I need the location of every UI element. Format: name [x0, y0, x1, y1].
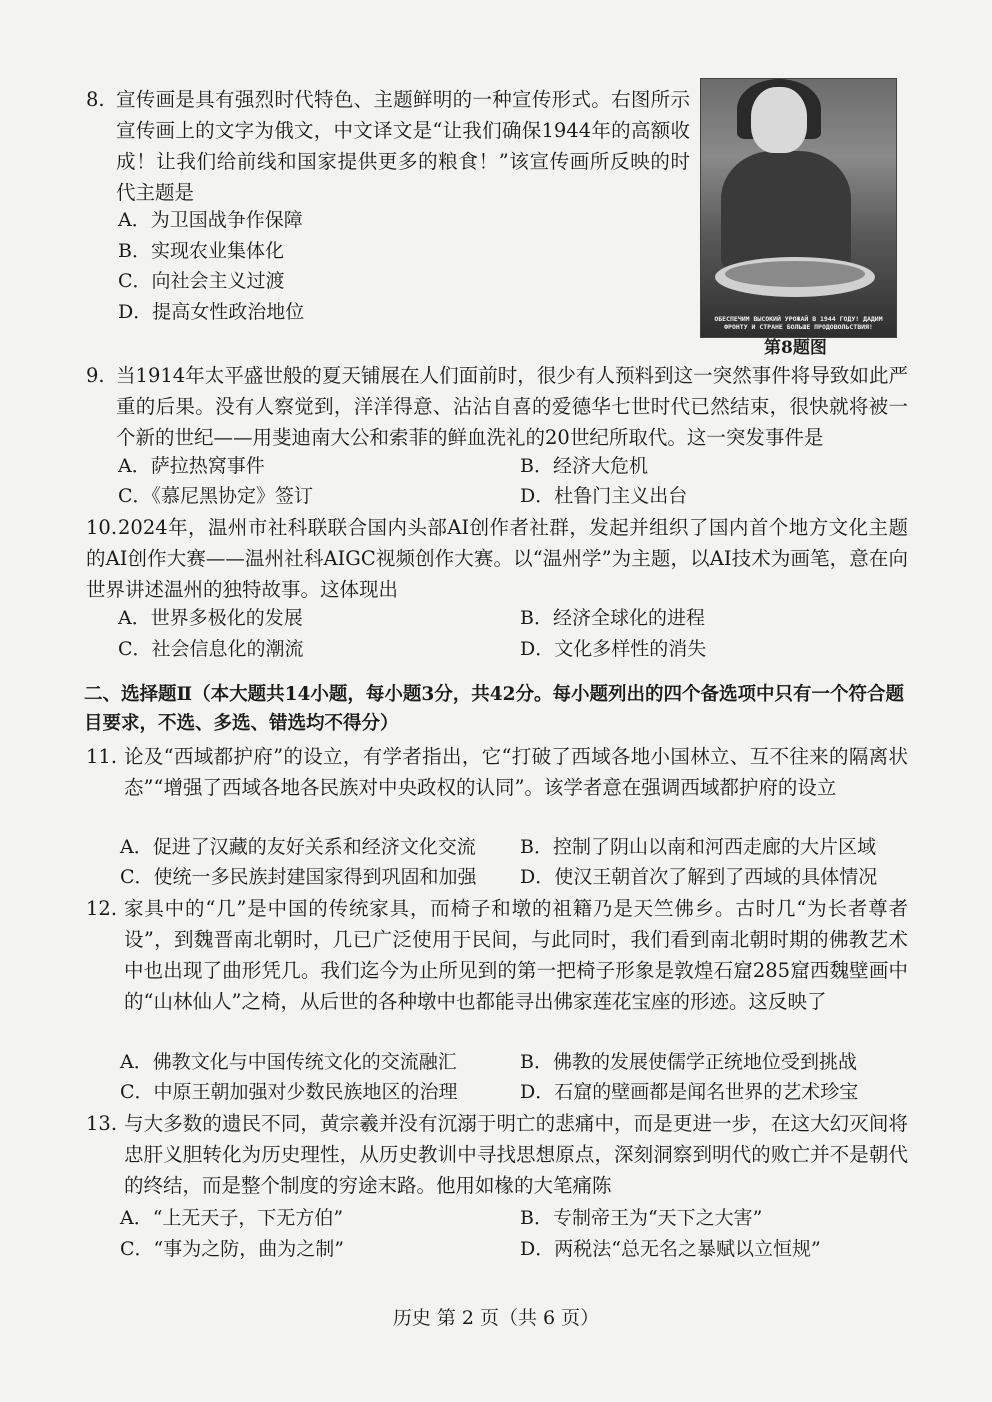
poster-caption: ОБЕСПЕЧИМ ВЫСОКИЙ УРОЖАЙ В 1944 ГОДУ! ДАДИМ ФРОНТУ И СТРАНЕ БОЛЬШЕ ПРОДОВОЛЬСТВИЯ! [714, 315, 883, 331]
option-d[interactable]: D．两税法“总无名之暴赋以立恒规” [520, 1238, 821, 1260]
option-d[interactable]: D．石窟的壁画都是闻名世界的艺术珍宝 [520, 1081, 859, 1103]
question-number: 12. [86, 897, 118, 920]
option-b[interactable]: B．专制帝王为“天下之大害” [520, 1207, 763, 1229]
question-stem: 论及“西域都护府”的设立，有学者指出，它“打破了西域各地小国林立、互不往来的隔离状态”“增强了西域各地各民族对中央政权的认同”。该学者意在强调西域都护府的设立 [124, 745, 908, 799]
question-13 [86, 1108, 908, 1201]
option-b[interactable]: B．实现农业集体化 [118, 240, 284, 262]
question-12 [86, 893, 908, 1017]
option-a[interactable]: A．世界多极化的发展 [118, 607, 303, 629]
section-header: 二、选择题Ⅱ（本大题共14小题，每小题3分，共42分。每小题列出的四个备选项中只有一个符合题目要求，不选、多选、错选均不得分） [84, 684, 904, 734]
option-c[interactable]: C．《慕尼黑协定》签订 [118, 485, 314, 507]
propaganda-poster [700, 78, 897, 338]
option-a[interactable]: A．为卫国战争作保障 [118, 209, 303, 231]
question-number: 8. [86, 88, 105, 111]
question-stem: 2024年，温州市社科联联合国内头部AI创作者社群，发起并组织了国内首个地方文化主题的AI创作大赛——温州社科AIGC视频创作大赛。以“温州学”为主题，以AI技术为画笔，意在向世界讲述温州的独特故事。这体现出 [86, 516, 908, 601]
page-footer: 历史 第 2 页（共 6 页） [392, 1307, 600, 1329]
question-11 [86, 741, 908, 803]
question-stem: 宣传画是具有强烈时代特色、主题鲜明的一种宣传形式。右图所示宣传画上的文字为俄文，中文译文是“让我们确保1944年的高额收成！让我们给前线和国家提供更多的粮食！”该宣传画所反映的时代主题是 [116, 88, 690, 204]
option-c[interactable]: C．使统一多民族封建国家得到巩固和加强 [120, 866, 477, 888]
question-8 [86, 84, 690, 208]
option-c[interactable]: C．“事为之防，曲为之制” [120, 1238, 344, 1260]
option-b[interactable]: B．经济大危机 [520, 455, 648, 477]
option-a[interactable]: A．萨拉热窝事件 [118, 455, 265, 477]
question-stem: 家具中的“几”是中国的传统家具，而椅子和墩的祖籍乃是天竺佛乡。古时几“为长者尊者设”，到魏晋南北朝时，几已广泛使用于民间，与此同时，我们看到南北朝时期的佛教艺术中也出现了曲形凭几。我们迄今为止所见到的第一把椅子形象是敦煌石窟285窟西魏壁画中的“山林仙人”之椅，从后世的各种墩中也都能寻出佛家莲花宝座的形迹。这反映了 [124, 897, 908, 1013]
option-c[interactable]: C．中原王朝加强对少数民族地区的治理 [120, 1081, 458, 1103]
option-b[interactable]: B．控制了阴山以南和河西走廊的大片区域 [520, 836, 876, 858]
question-stem: 与大多数的遗民不同，黄宗羲并没有沉溺于明亡的悲痛中，而是更进一步，在这大幻灭间将忠肝义胆转化为历史理性，从历史教训中寻找思想原点，深刻洞察到明代的败亡并不是朝代的终结，而是整个制度的穷途末路。他用如椽的大笔痛陈 [124, 1112, 908, 1197]
question-stem: 当1914年太平盛世般的夏天铺展在人们面前时，很少有人预料到这一突然事件将导致如此严重的后果。没有人察觉到，洋洋得意、沾沾自喜的爱德华七世时代已然结束，很快就将被一个新的世纪——用斐迪南大公和索菲的鲜血洗礼的20世纪所取代。这一突发事件是 [116, 364, 908, 449]
question-10 [86, 512, 908, 605]
figure-caption: 第8题图 [764, 338, 827, 358]
poster-face [751, 87, 807, 153]
question-number: 10. [86, 516, 118, 539]
question-number: 11. [86, 745, 118, 768]
option-a[interactable]: A．促进了汉藏的友好关系和经济文化交流 [120, 836, 476, 858]
option-c[interactable]: C．向社会主义过渡 [118, 270, 285, 292]
question-number: 13. [86, 1112, 118, 1135]
question-9 [86, 360, 908, 453]
poster-figure-body [721, 151, 851, 271]
option-a[interactable]: A．佛教文化与中国传统文化的交流融汇 [120, 1051, 457, 1073]
option-b[interactable]: B．经济全球化的进程 [520, 607, 705, 629]
poster-grain [725, 261, 865, 287]
option-c[interactable]: C．社会信息化的潮流 [118, 638, 304, 660]
option-b[interactable]: B．佛教的发展使儒学正统地位受到挑战 [520, 1051, 857, 1073]
option-d[interactable]: D．文化多样性的消失 [520, 638, 707, 660]
option-d[interactable]: D．使汉王朝首次了解到了西域的具体情况 [520, 866, 878, 888]
option-d[interactable]: D．提高女性政治地位 [118, 301, 305, 323]
question-number: 9. [86, 364, 105, 387]
option-a[interactable]: A．“上无天子，下无方伯” [120, 1207, 344, 1229]
option-d[interactable]: D．杜鲁门主义出台 [520, 485, 688, 507]
